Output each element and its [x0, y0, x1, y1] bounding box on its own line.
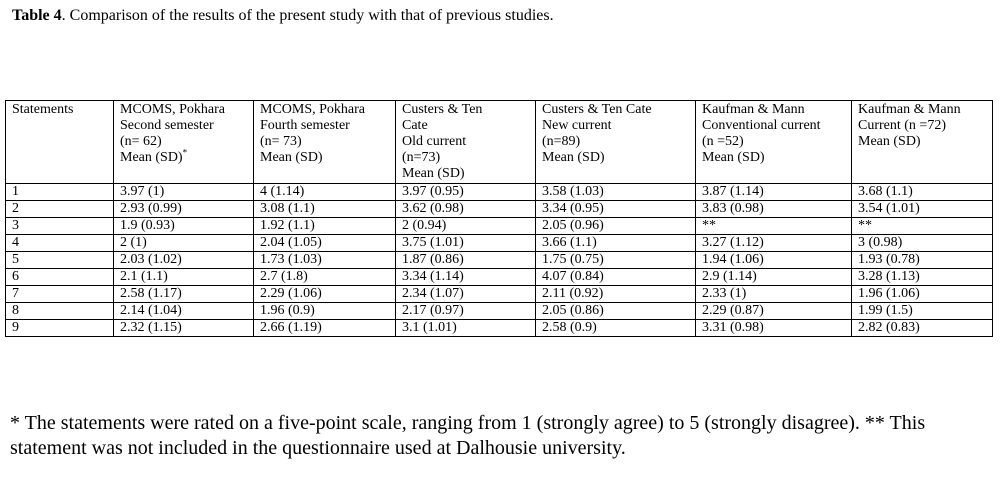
column-header-line: (n =52): [702, 134, 744, 149]
mean-sd-cell: 2.34 (1.07): [396, 286, 536, 303]
statement-number-cell: 1: [6, 184, 114, 201]
mean-sd-cell: 1.87 (0.86): [396, 252, 536, 269]
column-header-line: Second semester: [120, 118, 214, 133]
column-header-7: [852, 101, 993, 184]
mean-sd-cell: 4 (1.14): [254, 184, 396, 201]
column-header-line: MCOMS, Pokhara: [120, 102, 226, 117]
column-header-line: Kaufman & Mann: [702, 102, 805, 117]
mean-sd-cell: 3.83 (0.98): [696, 201, 852, 218]
mean-sd-cell: 1.73 (1.03): [254, 252, 396, 269]
column-header-line-text: Mean (SD): [120, 150, 183, 165]
mean-sd-cell: 2.58 (1.17): [114, 286, 254, 303]
column-header-1: [6, 101, 114, 184]
mean-sd-cell: 2.11 (0.92): [536, 286, 696, 303]
table-row: [6, 320, 993, 337]
mean-sd-cell: 3.68 (1.1): [852, 184, 993, 201]
column-header-line: Statements: [12, 102, 74, 117]
mean-sd-cell: 2.17 (0.97): [396, 303, 536, 320]
mean-sd-cell: 2.33 (1): [696, 286, 852, 303]
mean-sd-cell: 3.31 (0.98): [696, 320, 852, 337]
mean-sd-cell: 2.9 (1.14): [696, 269, 852, 286]
mean-sd-cell: 3.97 (1): [114, 184, 254, 201]
column-header-line: Mean (SD): [402, 166, 465, 181]
column-header-2: [114, 101, 254, 184]
mean-sd-cell: 2.04 (1.05): [254, 235, 396, 252]
mean-sd-cell: 2.66 (1.19): [254, 320, 396, 337]
column-header-line: Cate: [402, 118, 428, 133]
table-caption-text: . Comparison of the results of the present study with that of previous studies.: [61, 7, 554, 24]
mean-sd-cell: 3.34 (0.95): [536, 201, 696, 218]
column-header-line: Mean (SD): [260, 150, 323, 165]
mean-sd-cell: 1.92 (1.1): [254, 218, 396, 235]
column-header-line: New current: [542, 118, 612, 133]
mean-sd-cell: 2.7 (1.8): [254, 269, 396, 286]
table-row: [6, 252, 993, 269]
column-header-5: [536, 101, 696, 184]
mean-sd-cell: 3.66 (1.1): [536, 235, 696, 252]
table-row: [6, 286, 993, 303]
mean-sd-cell: 2.03 (1.02): [114, 252, 254, 269]
column-header-6: [696, 101, 852, 184]
column-header-line: Old current: [402, 134, 467, 149]
column-header-line: MCOMS, Pokhara: [260, 102, 366, 117]
mean-sd-cell: 3.75 (1.01): [396, 235, 536, 252]
column-header-line: Current (n =72): [858, 118, 946, 133]
mean-sd-cell: 1.75 (0.75): [536, 252, 696, 269]
column-header-line: Custers & Ten: [402, 102, 483, 117]
column-header-line: (n= 62): [120, 134, 162, 149]
column-header-line: (n= 73): [260, 134, 302, 149]
mean-sd-cell: 2 (1): [114, 235, 254, 252]
statement-number-cell: 9: [6, 320, 114, 337]
mean-sd-cell: 2.82 (0.83): [852, 320, 993, 337]
mean-sd-cell: 3.97 (0.95): [396, 184, 536, 201]
statement-number-cell: 7: [6, 286, 114, 303]
column-header-line: (n=73): [402, 150, 441, 165]
column-header-line: [120, 147, 247, 166]
table-caption-label: Table 4: [12, 7, 62, 24]
mean-sd-cell: 2 (0.94): [396, 218, 536, 235]
mean-sd-cell: 3.62 (0.98): [396, 201, 536, 218]
mean-sd-cell: 2.32 (1.15): [114, 320, 254, 337]
mean-sd-cell: 3.1 (1.01): [396, 320, 536, 337]
statement-number-cell: 4: [6, 235, 114, 252]
mean-sd-cell: 2.58 (0.9): [536, 320, 696, 337]
table-row: [6, 201, 993, 218]
comparison-table: [5, 100, 993, 337]
mean-sd-cell: **: [852, 218, 993, 235]
mean-sd-cell: 3.54 (1.01): [852, 201, 993, 218]
mean-sd-cell: 3 (0.98): [852, 235, 993, 252]
table-row: [6, 184, 993, 201]
table-row: [6, 235, 993, 252]
statement-number-cell: 5: [6, 252, 114, 269]
table-row: [6, 303, 993, 320]
mean-sd-cell: 1.93 (0.78): [852, 252, 993, 269]
table-row: [6, 218, 993, 235]
statement-number-cell: 6: [6, 269, 114, 286]
mean-sd-cell: 1.96 (1.06): [852, 286, 993, 303]
mean-sd-cell: 1.9 (0.93): [114, 218, 254, 235]
mean-sd-cell: 1.99 (1.5): [852, 303, 993, 320]
column-header-line: Mean (SD): [542, 150, 605, 165]
mean-sd-cell: 3.87 (1.14): [696, 184, 852, 201]
column-header-3: [254, 101, 396, 184]
mean-sd-cell: 1.96 (0.9): [254, 303, 396, 320]
table-caption: [12, 6, 554, 26]
table-body: [6, 184, 993, 337]
mean-sd-cell: 2.29 (0.87): [696, 303, 852, 320]
mean-sd-cell: 2.93 (0.99): [114, 201, 254, 218]
column-header-line: Mean (SD): [702, 150, 765, 165]
mean-sd-cell: 3.28 (1.13): [852, 269, 993, 286]
footnote-marker: *: [182, 147, 188, 158]
mean-sd-cell: 3.34 (1.14): [396, 269, 536, 286]
column-header-line: Custers & Ten Cate: [542, 102, 652, 117]
column-header-4: [396, 101, 536, 184]
table-header-row: [6, 101, 993, 184]
column-header-line: Fourth semester: [260, 118, 350, 133]
statement-number-cell: 8: [6, 303, 114, 320]
statement-number-cell: 3: [6, 218, 114, 235]
mean-sd-cell: 2.1 (1.1): [114, 269, 254, 286]
table-row: [6, 269, 993, 286]
mean-sd-cell: 2.05 (0.96): [536, 218, 696, 235]
mean-sd-cell: 2.05 (0.86): [536, 303, 696, 320]
column-header-line: Kaufman & Mann: [858, 102, 961, 117]
column-header-line: (n=89): [542, 134, 581, 149]
mean-sd-cell: 3.58 (1.03): [536, 184, 696, 201]
mean-sd-cell: 2.14 (1.04): [114, 303, 254, 320]
mean-sd-cell: 1.94 (1.06): [696, 252, 852, 269]
mean-sd-cell: 3.08 (1.1): [254, 201, 396, 218]
mean-sd-cell: **: [696, 218, 852, 235]
column-header-line: Conventional current: [702, 118, 821, 133]
statement-number-cell: 2: [6, 201, 114, 218]
column-header-line: Mean (SD): [858, 134, 921, 149]
mean-sd-cell: 3.27 (1.12): [696, 235, 852, 252]
table-footnote: * The statements were rated on a five-point scale, ranging from 1 (strongly agree) to 5 (strongly disagree). ** This statement was not included in the questionnaire used at Dalhousie university.: [10, 412, 926, 459]
mean-sd-cell: 4.07 (0.84): [536, 269, 696, 286]
mean-sd-cell: 2.29 (1.06): [254, 286, 396, 303]
